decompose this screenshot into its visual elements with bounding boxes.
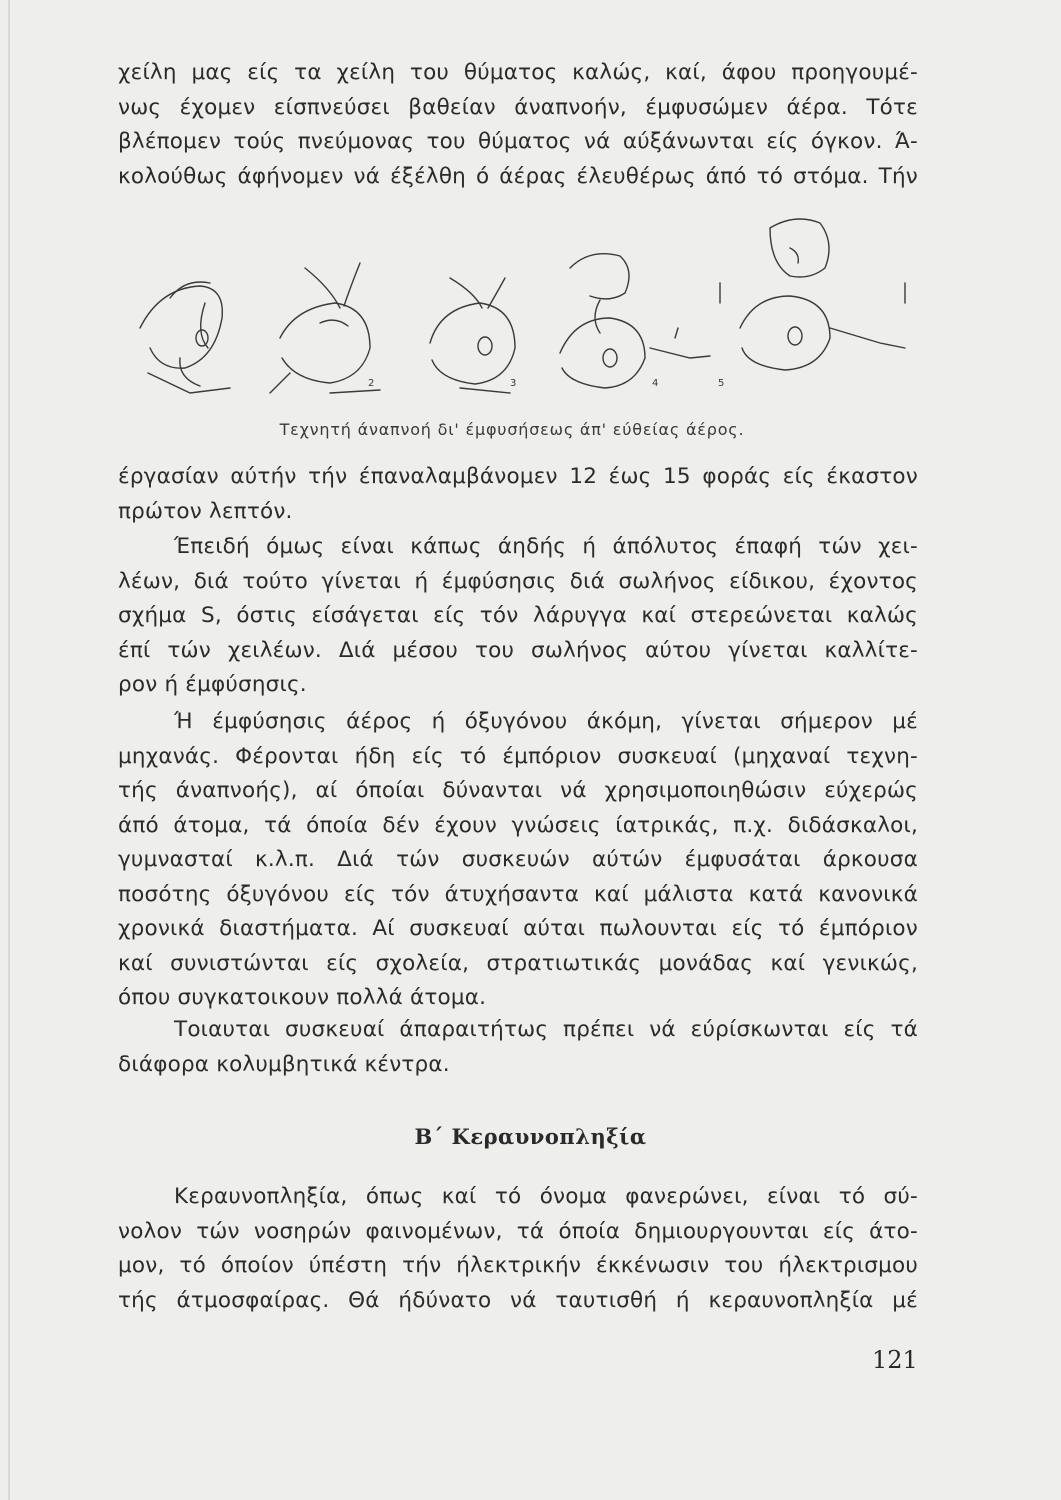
figure-panel-5 [720,219,905,370]
text-line: πρώτον λεπτόν. [118,498,293,524]
text-line: ρον ή έμφύσησις. [118,672,307,697]
text-line: Ή έμφύσησις άέρος ή όξυγόνου άκόμη, γίνεται σήμερον μέ [174,709,918,734]
text-line: Τοιαυται συσκευαί άπαραιτήτως πρέπει νά εύρίσκωνται είς τά [174,1017,918,1042]
text-line: χρονικά διαστήματα. Αί συσκευαί αύται πωλουνται είς τό έμπόριον [118,916,918,941]
text-line: τής άτμοσφαίρας. Θά ήδύνατο νά ταυτισθή ή κεραυνοπληξία μέ [118,1287,918,1313]
text-line: σχήμα S, όστις είσάγεται είς τόν λάρυγγα καί στερεώνεται καλώς [118,603,918,628]
step-number: 4 [652,378,659,389]
step-number: 5 [718,378,725,389]
page-number: 121 [872,1346,918,1374]
text-line: μηχανάς. Φέρονται ήδη είς τό έμπόριον συσκευαί (μηχαναί τεχνη- [118,743,918,769]
text-line: έπί τών χειλέων. Διά μέσου του σωλήνος αύτου γίνεται καλλίτε- [118,637,918,663]
text-line: μον, τό όποίον ύπέστη τήν ήλεκτρικήν έκκένωσιν του ήλεκτρισμου [118,1253,918,1278]
text-line: νολον τών νοσηρών φαινομένων, τά όποία δημιουργουνται είς άτο- [118,1218,918,1244]
step-number: 2 [368,378,375,389]
figure-panel-3 [430,278,515,393]
text-line: διάφορα κολυμβητικά κέντρα. [118,1051,450,1077]
figure-panel-1 [140,282,230,393]
text-line: Κεραυνοπληξία, όπως καί τό όνομα φανερώνει, είναι τό σύ- [174,1184,918,1209]
text-line: Έπειδή όμως είναι κάπως άηδής ή άπόλυτος έπαφή τών χει- [174,534,918,559]
paragraph-3 [118,530,918,703]
text-line: άπό άτομα, τά όποία δέν έχουν γνώσεις ίατρικάς, π.χ. διδάσκαλοι, [118,812,918,838]
text-line: χείλη μας είς τα χείλη του θύματος καλώς, καί, άφου προηγουμέ- [118,60,918,85]
text-line: νως έχομεν είσπνεύσει βαθείαν άναπνοήν, έμφυσώμεν άέρα. Τότε [118,94,918,120]
paragraph-2 [118,460,918,529]
text-line: κολούθως άφήνομεν νά έξέλθη ό άέρας έλευθέρως άπό τό στόμα. Τήν [118,163,918,189]
text-line: καί συνιστώνται είς σχολεία, στρατιωτικάς μονάδας καί γενικώς, [118,950,918,976]
paragraph-5 [118,1013,918,1082]
text-line: λέων, διά τούτο γίνεται ή έμφύσησις διά σωλήνος είδικου, έχοντος [118,568,918,594]
figure-panel-4 [560,254,710,388]
text-line: όπου συγκατοικουν πολλά άτομα. [118,985,487,1010]
paragraph-1 [118,56,918,194]
text-line: γυμνασταί κ.λ.π. Διά τών συσκευών αύτών έμφυσάται άρκουσα [118,847,918,872]
paragraph-6 [118,1180,918,1318]
resuscitation-illustration [130,208,920,408]
section-title: Β΄ Κεραυνοπληξία [414,1124,647,1149]
text-line: τής άναπνοής), αί όποίαι δύνανται νά χρησιμοποιηθώσιν εύχερώς [118,778,918,803]
text-line: βλέπομεν τούς πνεύμονας του θύματος νά αύξάνωνται είς όγκον. Ά- [118,129,918,154]
text-line: ποσότης όξυγόνου είς τόν άτυχήσαντα καί μάλιστα κατά κανονικά [118,881,918,907]
page-edge [8,0,10,1500]
figure-panel-2 [270,263,380,393]
step-number: 3 [510,378,517,389]
text-line: έργασίαν αύτήν τήν έπαναλαμβάνομεν 12 έως 15 φοράς είς έκαστον [118,464,918,489]
figure-caption: Τεχνητή άναπνοή δι' έμφυσήσεως άπ' εύθείας άέρος. [279,420,745,439]
paragraph-4 [118,705,918,1016]
